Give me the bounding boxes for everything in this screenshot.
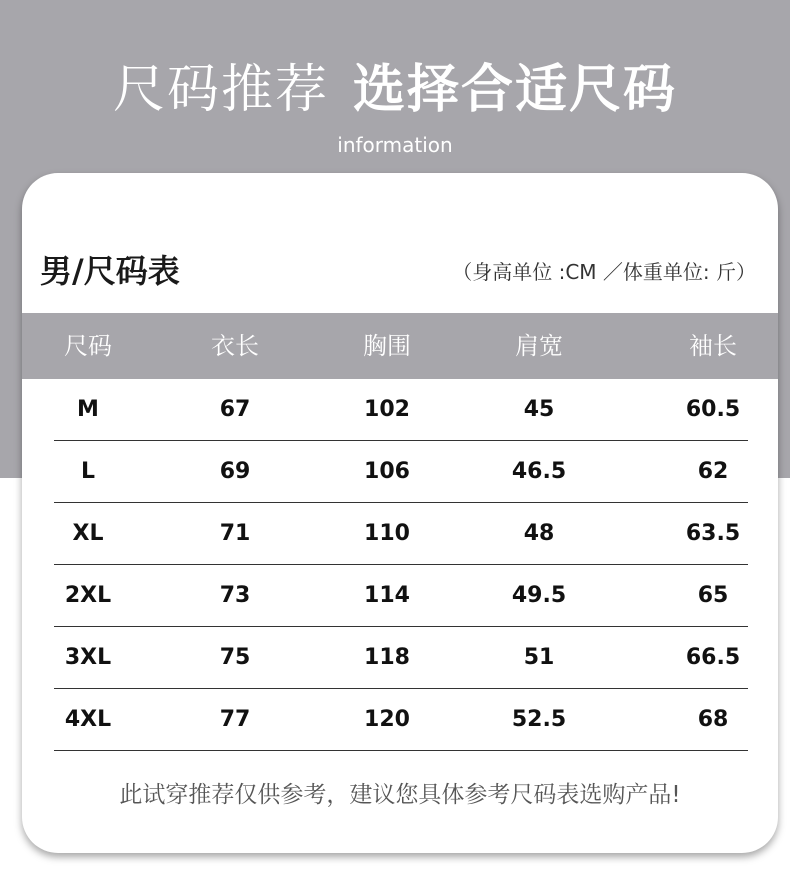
cell-length: 71 <box>219 521 251 546</box>
header-size: 尺码 <box>64 332 112 360</box>
cell-shoulder: 46.5 <box>511 459 567 484</box>
cell-chest: 120 <box>364 707 410 732</box>
cell-sleeve: 60.5 <box>685 397 741 422</box>
cell-size: XL <box>72 521 104 546</box>
cell-length: 73 <box>219 583 251 608</box>
row-divider <box>54 750 748 751</box>
title-light: 尺码推荐 <box>112 60 329 120</box>
table-row <box>22 627 778 689</box>
table-row <box>22 689 778 751</box>
cell-sleeve: 62 <box>697 459 729 484</box>
table-row <box>22 441 778 503</box>
cell-shoulder: 49.5 <box>511 583 567 608</box>
cell-sleeve: 65 <box>697 583 729 608</box>
cell-size: M <box>77 397 99 422</box>
cell-length: 69 <box>219 459 251 484</box>
title-bold: 选择合适尺码 <box>353 60 678 120</box>
cell-length: 77 <box>219 707 251 732</box>
cell-shoulder: 52.5 <box>511 707 567 732</box>
header-sleeve: 袖长 <box>689 332 737 360</box>
size-chart-card <box>22 173 778 853</box>
header-shoulder: 肩宽 <box>515 332 563 360</box>
cell-sleeve: 68 <box>697 707 729 732</box>
cell-chest: 106 <box>364 459 410 484</box>
table-header <box>22 313 778 379</box>
cell-shoulder: 51 <box>523 645 555 670</box>
footer-note: 此试穿推荐仅供参考，建议您具体参考尺码表选购产品! <box>119 782 681 808</box>
cell-size: L <box>80 459 96 484</box>
page-title <box>0 55 790 125</box>
unit-note: （身高单位 :CM ／体重单位: 斤） <box>452 260 756 284</box>
cell-chest: 110 <box>364 521 410 546</box>
cell-chest: 118 <box>364 645 410 670</box>
table-row <box>22 503 778 565</box>
cell-sleeve: 66.5 <box>685 645 741 670</box>
header-length: 衣长 <box>211 332 259 360</box>
page-subtitle: information <box>337 133 453 157</box>
cell-shoulder: 48 <box>523 521 555 546</box>
table-row <box>22 565 778 627</box>
cell-length: 75 <box>219 645 251 670</box>
cell-chest: 114 <box>364 583 410 608</box>
cell-size: 4XL <box>64 707 112 732</box>
cell-length: 67 <box>219 397 251 422</box>
cell-chest: 102 <box>364 397 410 422</box>
card-title: 男/尺码表 <box>40 252 180 290</box>
table-row <box>22 379 778 441</box>
cell-size: 3XL <box>64 645 112 670</box>
cell-size: 2XL <box>64 583 112 608</box>
header-chest: 胸围 <box>363 332 411 360</box>
cell-shoulder: 45 <box>523 397 555 422</box>
cell-sleeve: 63.5 <box>685 521 741 546</box>
